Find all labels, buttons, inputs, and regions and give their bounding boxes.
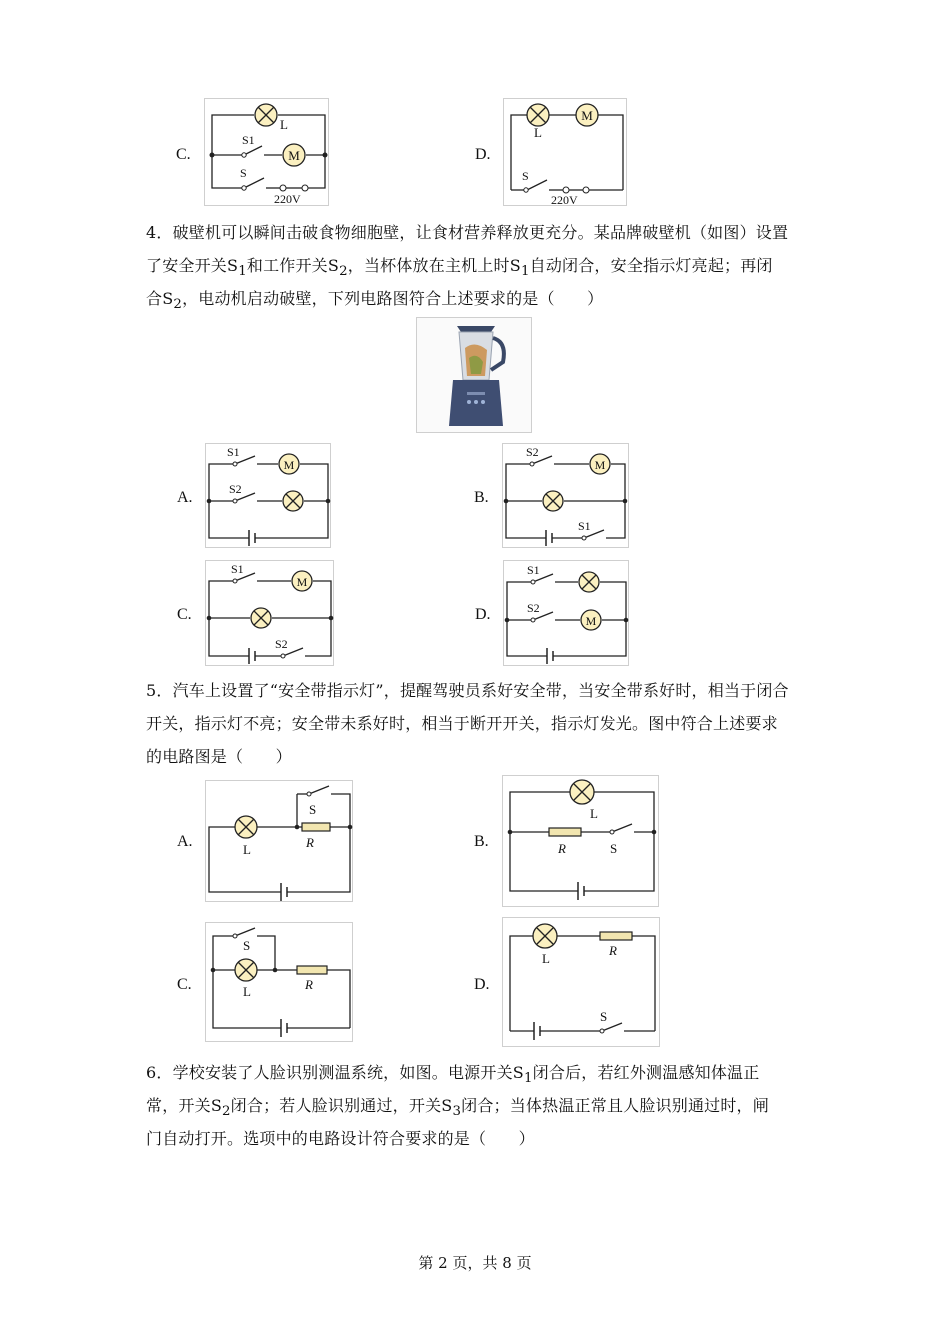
svg-text:L: L — [542, 951, 550, 966]
q4-option-c-label: C. — [177, 606, 192, 623]
svg-text:L: L — [590, 806, 598, 821]
svg-text:S1: S1 — [231, 562, 244, 576]
q5d-lamp-icon — [533, 924, 557, 948]
svg-text:S: S — [243, 938, 251, 953]
q4-option-c-circuit — [205, 560, 334, 666]
svg-text:M: M — [585, 614, 597, 628]
q5-option-d-label: D. — [474, 976, 490, 993]
svg-text:M: M — [288, 148, 300, 163]
svg-text:S2: S2 — [526, 445, 539, 459]
q4-line-1: 4．破壁机可以瞬间击破食物细胞壁，让食材营养释放更充分。某品牌破壁机（如图）设置 — [146, 223, 789, 242]
q5-line-2: 开关，指示灯不亮；安全带未系好时，相当于断开开关，指示灯发光。图中符合上述要求 — [146, 714, 778, 733]
q5a-lamp-icon — [235, 816, 257, 838]
q3-option-d-circuit — [503, 98, 627, 206]
q4d-lamp-icon — [579, 572, 599, 592]
svg-text:M: M — [296, 575, 308, 589]
q5c-resistor-icon — [297, 966, 327, 974]
q5-option-a-label: A. — [177, 833, 193, 850]
blender-photo — [416, 317, 532, 433]
q3-option-c-label: C. — [176, 146, 191, 163]
q4-option-d-circuit — [503, 560, 629, 666]
svg-text:R: R — [306, 835, 314, 850]
page-footer: 第 2 页，共 8 页 — [418, 1254, 532, 1272]
q4b-lamp-icon — [543, 491, 563, 511]
svg-text:S1: S1 — [227, 445, 240, 459]
svg-text:R: R — [609, 943, 617, 958]
q5-option-c-label: C. — [177, 976, 192, 993]
blender-image — [417, 318, 531, 432]
q4-option-a-circuit — [205, 443, 331, 548]
q5-option-d-circuit — [502, 917, 660, 1047]
q3-option-d-label: D. — [475, 146, 491, 163]
q5-option-c-circuit — [205, 922, 353, 1042]
svg-text:S: S — [240, 166, 247, 180]
q6-line-2: 常，开关$S_2$闭合；若人脸识别通过，开关$S_3$闭合；当体热温正常且人脸识别通过时，闸 — [146, 1096, 769, 1120]
svg-text:M: M — [581, 108, 593, 123]
q6-line-3: 门自动打开。选项中的电路设计符合要求的是（ ） — [146, 1129, 535, 1148]
svg-text:L: L — [280, 117, 288, 132]
q4c-lamp-icon — [251, 608, 271, 628]
svg-text:S1: S1 — [527, 563, 540, 577]
q4-line-2: 了安全开关$S_1$和工作开关$S_2$，当杯体放在主机上时$S_1$自动闭合，安全指示灯亮起；再闭 — [146, 256, 773, 280]
q3c-lamp-icon — [255, 104, 277, 126]
svg-text:M: M — [283, 458, 295, 472]
svg-text:220V: 220V — [274, 192, 301, 206]
svg-text:S: S — [522, 169, 529, 183]
svg-text:L: L — [243, 984, 251, 999]
q4-option-b-label: B. — [474, 489, 489, 506]
svg-text:S: S — [309, 802, 317, 817]
svg-text:S2: S2 — [275, 637, 288, 651]
q5a-resistor-icon — [302, 823, 330, 831]
q4a-lamp-icon — [283, 491, 303, 511]
q5b-resistor-icon — [549, 828, 581, 836]
svg-text:S2: S2 — [229, 482, 242, 496]
svg-text:R: R — [305, 977, 313, 992]
q3-option-c-circuit — [204, 98, 329, 206]
svg-text:S: S — [600, 1009, 608, 1024]
svg-text:M: M — [594, 458, 606, 472]
q5b-lamp-icon — [570, 780, 594, 804]
svg-text:L: L — [243, 842, 251, 857]
q5-option-b-label: B. — [474, 833, 489, 850]
svg-text:220V: 220V — [551, 193, 578, 207]
q5d-resistor-icon — [600, 932, 632, 940]
svg-text:S1: S1 — [242, 133, 255, 147]
q5-line-3: 的电路图是（ ） — [146, 747, 292, 766]
q4-option-d-label: D. — [475, 606, 491, 623]
q5-line-1: 5．汽车上设置了“安全带指示灯”，提醒驾驶员系好安全带，当安全带系好时，相当于闭合 — [146, 681, 789, 700]
q4-option-b-circuit — [502, 443, 629, 548]
q5-option-b-circuit — [502, 775, 659, 907]
svg-text:S1: S1 — [578, 519, 591, 533]
svg-text:S: S — [610, 841, 618, 856]
q4-line-3: 合$S_2$，电动机启动破壁，下列电路图符合上述要求的是（ ） — [146, 289, 604, 313]
q6-line-1: 6．学校安装了人脸识别测温系统，如图。电源开关$S_1$闭合后，若红外测温感知体温正 — [146, 1063, 760, 1087]
q3d-lamp-icon — [527, 104, 549, 126]
q5-option-a-circuit — [205, 780, 353, 902]
svg-text:R: R — [558, 841, 566, 856]
q4-option-a-label: A. — [177, 489, 193, 506]
svg-text:L: L — [534, 125, 542, 140]
q5c-lamp-icon — [235, 959, 257, 981]
svg-text:S2: S2 — [527, 601, 540, 615]
